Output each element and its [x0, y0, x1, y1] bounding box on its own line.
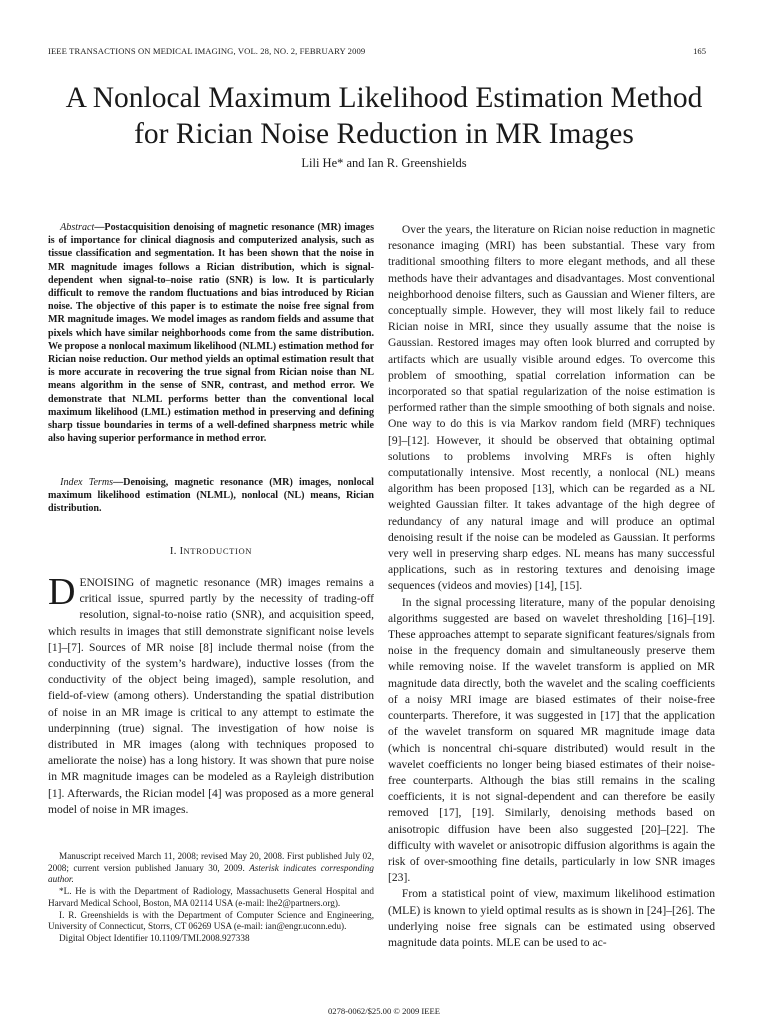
- drop-cap: D: [48, 571, 76, 613]
- introduction-text: [48, 571, 374, 818]
- title-line-2: for Rician Noise Reduction in MR Images: [134, 118, 634, 150]
- right-paragraph-1: Over the years, the literature on Rician noise reduction in magnetic resonance imaging (MRI) has been substantial. These vary from traditional smoothing filters to more elegant methods, and all these methods have their advantages and disadvantages. Most conventional neighborhood denoise filters, such as Gaussian and Wiener filters, are conceptually simple. However, they will most likely fail to reduce Rician noise in MRI, since they usually assume that the noise is Gaussian. Restored images may often look blurred and corrupted by artifacts which are usually visible around edges. To overcome this problem of smoothing, spatial correlation information can be incorporated so that spatial regularization of the noise estimation is performed rather than the simple smoothing of both signals and noise. One way to do this is via Markov random field (MRF) techniques [9]–[12]. However, it should be observed that obtaining optimal solutions to problems involving MRFs is often highly computationally intensive. Most recently, a nonlocal (NL) means algorithm has been proposed [13], which can be regarded as a NL weighted Gaussian filter. It takes advantage of the high degree of redundancy of any natural image and will produce an optimal denoising result if the noise can be modeled as Gaussian. It performs very well in preserving sharp edges. NL means has many successful applications, such as in restoring textures and denoising image sequences (videos and movies) [14], [15].: [388, 223, 715, 593]
- abstract-body: —Postacquisition denoising of magnetic resonance (MR) images is of importance for clinical diagnosis and computerized analysis, such as tissue classification and segmentation. It has been shown that the noise in MR magnitude images follows a Rician distribution, which is signal-dependent when signal-to–noise ratio (SNR) is low. It is particularly difficult to remove the random fluctuations and bias introduced by Rician noise. The objective of this paper is to estimate the noise free signal from MR magnitude images. We model images as random fields and assume that pixels which have similar neighborhoods come from the same distribution. We propose a nonlocal maximum likelihood (NLML) estimation method for Rician noise reduction. Our method yields an optimal estimation result that is more accurate in recovering the true signal from Rician noise than NL means algorithm in the sense of SNR, contrast, and method error. We demonstrate that NLML performs better than the conventional local maximum likelihood (LML) estimation method in preserving and defining sharp tissue boundaries in terms of a well-defined sharpness metric while also having superior performance in method error.: [48, 222, 374, 445]
- abstract: [48, 221, 374, 445]
- index-terms-body: —Denoising, magnetic resonance (MR) images, nonlocal maximum likelihood estimation (NLML), nonlocal (NL) means, Rician distribution.: [48, 477, 374, 515]
- paper-title: [0, 80, 768, 152]
- right-paragraph-2: In the signal processing literature, many of the popular denoising algorithms suggested are based on wavelet thresholding [16]–[19]. These approaches attempt to separate significant features/signals from noise in the frequency domain and simultaneously preserve them while removing noise. If the wavelet transform is applied on MR magnitude data directly, both the wavelet and the scaling coefficients of a noisy MRI image are biased estimates of their noise-free counterparts. Therefore, it was suggested in [17] that the application of the wavelet transform on squared MR magnitude image data (which is noncentral chi-square distributed) would result in the wavelet coefficients no longer being biased estimates of their noise-free counterparts. Although the bias still remains in the scaling coefficients, it is not signal-dependent and can therefore be easily removed [17], [19]. Similarly, denoising methods based on anisotropic diffusion have been also suggested [20]–[22]. The difficulty with wavelet or anisotropic diffusion algorithms is again the risk of over-smoothing fine details, particularly in low SNR images [23].: [388, 595, 715, 885]
- section-numeral: I.: [169, 546, 180, 557]
- abstract-label: Abstract: [60, 222, 95, 233]
- footnote-asterisk-note: Asterisk indicates corresponding author.: [48, 862, 374, 885]
- running-header: IEEE TRANSACTIONS ON MEDICAL IMAGING, VOL. 28, NO. 2, FEBRUARY 2009: [48, 46, 366, 56]
- page-number: 165: [693, 46, 706, 56]
- right-column: [388, 222, 715, 951]
- right-paragraph-3: From a statistical point of view, maximum likelihood estimation (MLE) is known to yield optimal results as is shown in [24]–[26]. The underlying noise free signals can be estimated using observed magnitude data points. MLE can be used to ac-: [388, 887, 715, 949]
- authors: Lili He* and Ian R. Greenshields: [301, 156, 467, 170]
- title-line-1: A Nonlocal Maximum Likelihood Estimation Method: [65, 82, 703, 114]
- footnotes: [48, 851, 374, 945]
- footnote-received-text: Manuscript received March 11, 2008; revised May 20, 2008. First published July 02, 2008; current version published January 30, 2009.: [48, 851, 374, 873]
- copyright-footer: 0278-0062/$25.00 © 2009 IEEE: [327, 1006, 441, 1016]
- section-initial: I: [179, 546, 184, 557]
- footnote-received: [48, 851, 374, 886]
- footnote-author-greenshields: I. R. Greenshields is with the Department of Computer Science and Engineering, University of Connecticut, Storrs, CT 06269 USA (e-mail: ian@engr.uconn.edu).: [48, 909, 374, 932]
- index-terms-label: Index Terms: [60, 477, 114, 488]
- section-heading: [48, 546, 374, 557]
- footnote-doi: Digital Object Identifier 10.1109/TMI.2008.927338: [59, 932, 250, 943]
- intro-paragraph-1: ENOISING of magnetic resonance (MR) images remains a critical issue, spurred partly by the necessity of trading-off resolution, signal-to-noise ratio (SNR), and acquisition speed, which results in images that still demonstrate significant noise levels [1]–[7]. Sources of MR noise [8] include thermal noise (from the conductivity of the system’s hardware), inductive losses (from the conductivity of the object being imaged), sample resolution, and field-of-view (among others). Understanding the spatial distribution of noise in an MR image is critical to any attempt to estimate the underpinning (true) signal. The investigation of how noise is distributed in MR images (along with techniques proposed to ameliorate the noise) has a long history. It was shown that pure noise in MR magnitude images can be modeled as a Rayleigh distribution [1]. Afterwards, the Rician model [4] was proposed as a more general model of noise in MR images.: [48, 576, 374, 816]
- section-title-rest: NTRODUCTION: [183, 546, 253, 556]
- footnote-author-he: *L. He is with the Department of Radiology, Massachusetts General Hospital and Harvard Medical School, Boston, MA 02114 USA (e-mail: lhe2@partners.org).: [48, 886, 374, 908]
- index-terms: [48, 476, 374, 516]
